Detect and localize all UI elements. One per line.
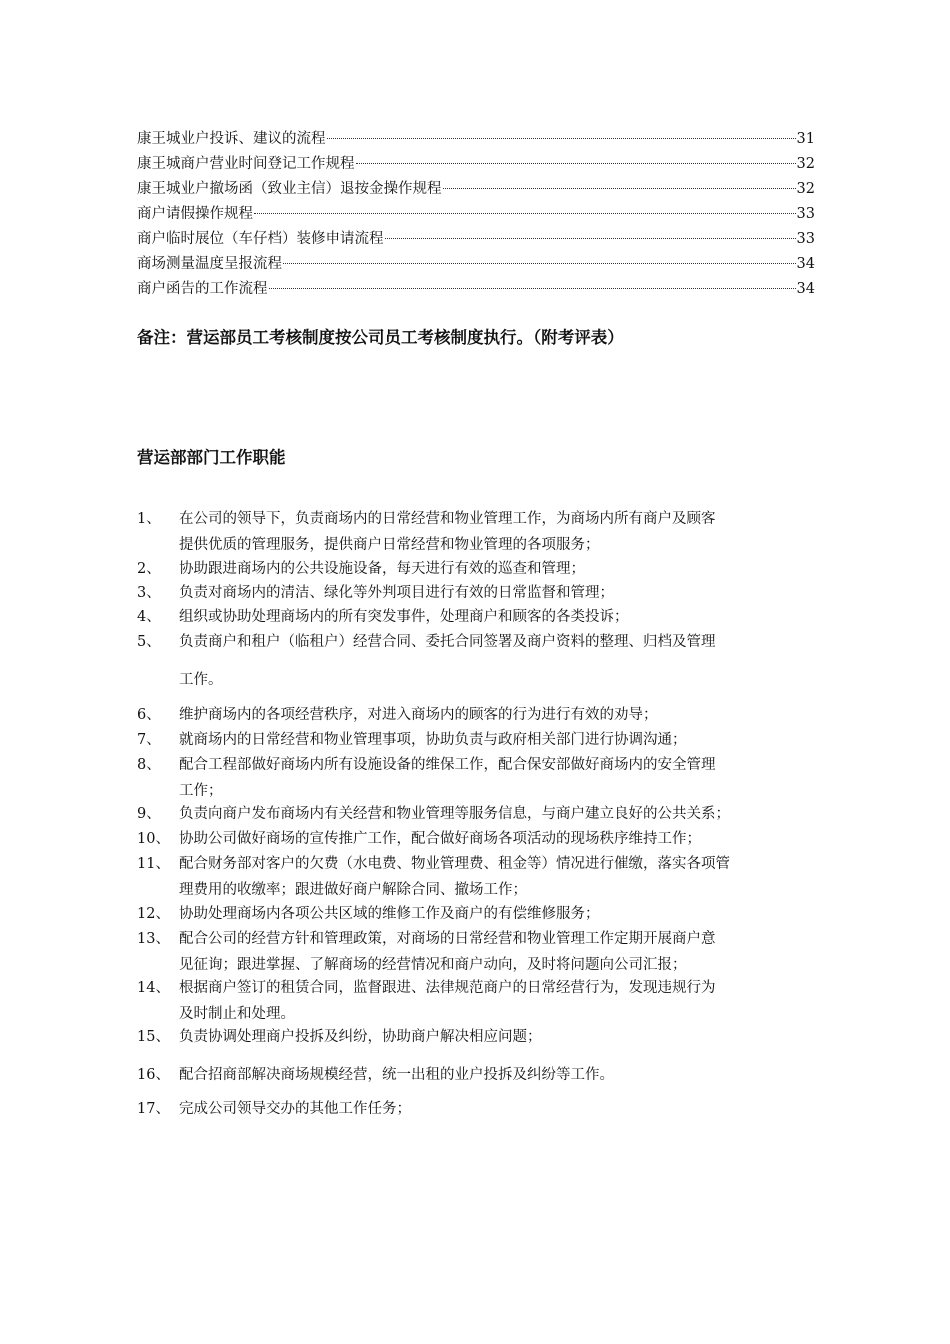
toc-entry[interactable] (137, 152, 815, 177)
list-item (137, 702, 817, 728)
list-item (137, 1062, 817, 1088)
list-item (137, 580, 817, 606)
toc-entry[interactable] (137, 127, 815, 152)
list-item-number: 16、 (137, 1067, 170, 1083)
toc-entry-title: 商户请假操作规程 (137, 206, 253, 222)
list-item-line: 及时制止和处理。 (179, 1006, 295, 1022)
toc-dot-leader (443, 188, 796, 189)
toc-entry-title: 康王城业户撤场函（致业主信）退按金操作规程 (137, 181, 442, 197)
list-item (137, 629, 817, 693)
toc-dot-leader (356, 163, 796, 164)
list-item (137, 901, 817, 927)
list-item-line: 协助公司做好商场的宣传推广工作，配合做好商场各项活动的现场秩序维持工作； (179, 831, 701, 847)
toc-entry[interactable] (137, 177, 815, 202)
toc-entry-title: 商户函告的工作流程 (137, 281, 268, 297)
list-item (137, 801, 817, 827)
list-item (137, 506, 817, 558)
toc-entry-page: 33 (796, 231, 815, 247)
list-item-line: 工作。 (179, 672, 223, 688)
list-item-line: 协助跟进商场内的公共设施设备，每天进行有效的巡查和管理； (179, 561, 585, 577)
list-item (137, 752, 817, 804)
list-item-number: 9、 (137, 806, 161, 822)
list-item-number: 3、 (137, 585, 161, 601)
list-item-line: 负责协调处理商户投拆及纠纷，协助商户解决相应问题； (179, 1029, 542, 1045)
list-item-number: 6、 (137, 707, 161, 723)
list-item-line: 工作； (179, 783, 223, 799)
list-item-number: 1、 (137, 511, 161, 527)
toc-dot-leader (385, 238, 796, 239)
list-item-line: 就商场内的日常经营和物业管理事项，协助负责与政府相关部门进行协调沟通； (179, 732, 687, 748)
list-item-line: 配合公司的经营方针和管理政策，对商场的日常经营和物业管理工作定期开展商户意 (179, 931, 716, 947)
toc-entry-page: 33 (796, 206, 815, 222)
list-item (137, 604, 817, 630)
list-item-line: 配合工程部做好商场内所有设施设备的维保工作，配合保安部做好商场内的安全管理 (179, 757, 716, 773)
list-item (137, 975, 817, 1027)
toc-dot-leader (269, 288, 796, 289)
toc-entry-page: 34 (796, 256, 815, 272)
list-item-number: 12、 (137, 906, 170, 922)
list-item-number: 8、 (137, 757, 161, 773)
list-item-line: 配合财务部对客户的欠费（水电费、物业管理费、租金等）情况进行催缴，落实各项管 (179, 856, 730, 872)
toc-entry-title: 商户临时展位（车仔档）装修申请流程 (137, 231, 384, 247)
list-item-line: 在公司的领导下，负责商场内的日常经营和物业管理工作，为商场内所有商户及顾客 (179, 511, 716, 527)
list-item (137, 727, 817, 753)
list-item (137, 826, 817, 852)
section-heading: 营运部部门工作职能 (137, 448, 286, 467)
list-item-number: 11、 (137, 856, 170, 872)
table-of-contents (137, 127, 815, 302)
remark-note: 备注：营运部员工考核制度按公司员工考核制度执行。（附考评表） (137, 328, 624, 347)
list-item-line: 协助处理商场内各项公共区域的维修工作及商户的有偿维修服务； (179, 906, 600, 922)
list-item-line: 根据商户签订的租赁合同，监督跟进、法律规范商户的日常经营行为，发现违规行为 (179, 980, 716, 996)
list-item-line: 提供优质的管理服务，提供商户日常经营和物业管理的各项服务； (179, 537, 600, 553)
list-item-line: 组织或协助处理商场内的所有突发事件，处理商户和顾客的各类投诉； (179, 609, 629, 625)
list-item-line: 理费用的收缴率；跟进做好商户解除合同、撤场工作； (179, 882, 527, 898)
list-item-line: 配合招商部解决商场规模经营，统一出租的业户投拆及纠纷等工作。 (179, 1067, 614, 1083)
list-item-line: 负责对商场内的清洁、绿化等外判项目进行有效的日常监督和管理； (179, 585, 614, 601)
toc-entry-title: 康王城业户投诉、建议的流程 (137, 131, 326, 147)
list-item-line: 负责商户和租户（临租户）经营合同、委托合同签署及商户资料的整理、归档及管理 (179, 634, 716, 650)
list-item-number: 14、 (137, 980, 170, 996)
list-item-line: 完成公司领导交办的其他工作任务； (179, 1101, 411, 1117)
list-item-number: 15、 (137, 1029, 170, 1045)
toc-entry[interactable] (137, 277, 815, 302)
list-item-number: 2、 (137, 561, 161, 577)
list-item-number: 7、 (137, 732, 161, 748)
list-item (137, 926, 817, 978)
list-item-number: 4、 (137, 609, 161, 625)
list-item (137, 556, 817, 582)
toc-dot-leader (327, 138, 796, 139)
list-item-line: 负责向商户发布商场内有关经营和物业管理等服务信息，与商户建立良好的公共关系； (179, 806, 730, 822)
toc-entry-page: 32 (796, 181, 815, 197)
list-item-number: 5、 (137, 634, 161, 650)
toc-entry-title: 康王城商户营业时间登记工作规程 (137, 156, 355, 172)
toc-dot-leader (254, 213, 796, 214)
list-item-line: 见征询；跟进掌握、了解商场的经营情况和商户动向，及时将问题向公司汇报； (179, 957, 687, 973)
list-item (137, 851, 817, 903)
toc-entry-page: 32 (796, 156, 815, 172)
toc-entry-page: 31 (796, 131, 815, 147)
list-item (137, 1096, 817, 1122)
toc-entry-page: 34 (796, 281, 815, 297)
toc-dot-leader (283, 263, 796, 264)
toc-entry[interactable] (137, 227, 815, 252)
toc-entry[interactable] (137, 202, 815, 227)
list-item-number: 17、 (137, 1101, 170, 1117)
toc-entry-title: 商场测量温度呈报流程 (137, 256, 282, 272)
list-item-line: 维护商场内的各项经营秩序，对进入商场内的顾客的行为进行有效的劝导； (179, 707, 658, 723)
list-item-number: 13、 (137, 931, 170, 947)
toc-entry[interactable] (137, 252, 815, 277)
list-item (137, 1024, 817, 1050)
list-item-number: 10、 (137, 831, 170, 847)
